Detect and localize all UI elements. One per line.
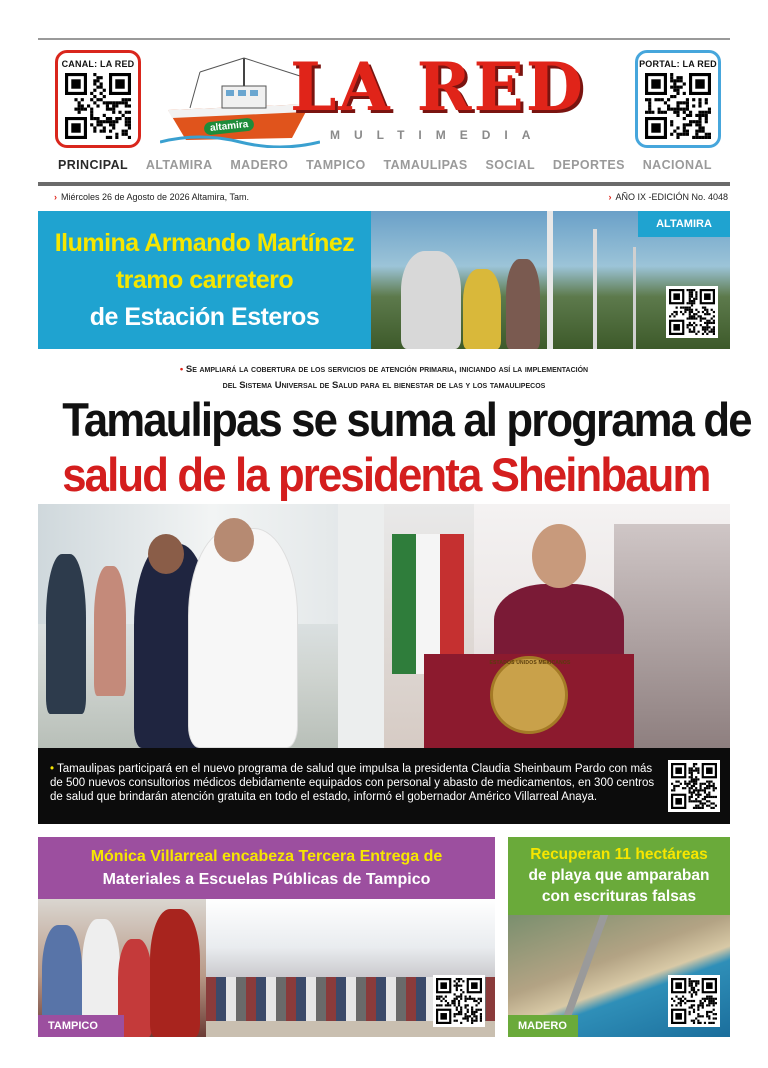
nav-item-social[interactable]: SOCIAL — [485, 158, 536, 172]
madero-story[interactable] — [508, 837, 730, 1037]
edition-line — [608, 192, 728, 202]
masthead-title: LA RED — [290, 48, 585, 126]
section-nav — [38, 158, 730, 176]
qr-code-icon[interactable] — [433, 975, 485, 1027]
kicker-line1: Se ampliará la cobertura de los servicios de atención primaria, iniciando así la implementación — [185, 364, 589, 375]
chevron-right-icon: › — [54, 192, 57, 202]
top-rule — [38, 38, 730, 40]
kicker-line2: del Sistema Universal de Salud para el bienestar de las y los tamaulipecos — [222, 380, 546, 391]
tampico-story[interactable] — [38, 837, 495, 1037]
madero-headline-line2: de playa que amparaban — [528, 867, 710, 884]
altamira-story[interactable] — [38, 211, 730, 349]
altamira-tag: altamira — [203, 117, 254, 135]
nav-item-deportes[interactable]: DEPORTES — [552, 158, 625, 172]
nav-item-nacional[interactable]: NACIONAL — [642, 158, 712, 172]
nav-item-principal[interactable]: PRINCIPAL — [58, 158, 129, 172]
bullet-icon: • — [50, 763, 58, 775]
main-headline-line2[interactable]: salud de la presidenta Sheinbaum — [62, 448, 710, 501]
madero-headline-line3: con escrituras falsas — [541, 888, 697, 905]
altamira-headline — [38, 225, 371, 336]
masthead-logo[interactable] — [160, 46, 610, 150]
madero-headline — [508, 837, 730, 915]
bullet-icon: • — [179, 364, 186, 375]
nav-item-tampico[interactable]: TAMPICO — [306, 158, 366, 172]
main-caption — [38, 748, 730, 824]
qr-code-icon[interactable] — [666, 286, 718, 338]
dateline — [54, 192, 249, 202]
seal-text: ESTADOS UNIDOS MEXICANOS — [489, 660, 571, 666]
main-headline-line1[interactable]: Tamaulipas se suma al programa de — [62, 393, 751, 446]
main-photo-podium — [384, 504, 730, 748]
main-photo[interactable] — [38, 504, 730, 748]
nav-rule — [38, 182, 730, 186]
qr-code-icon[interactable] — [668, 760, 720, 812]
altamira-headline-line2: tramo carretero — [115, 266, 294, 294]
nav-item-altamira[interactable]: ALTAMIRA — [145, 158, 213, 172]
qr-canal-label: CANAL: LA RED — [61, 59, 135, 69]
qr-code-icon[interactable] — [668, 975, 720, 1027]
madero-section-tag: MADERO — [508, 1015, 578, 1037]
main-photo-hug — [38, 504, 384, 748]
qr-code-icon — [645, 73, 711, 139]
tampico-headline — [38, 837, 495, 899]
qr-canal[interactable] — [55, 50, 141, 148]
nav-item-tamaulipas[interactable]: TAMAULIPAS — [383, 158, 468, 172]
edition-text: AÑO IX -EDICIÓN No. 4048 — [615, 192, 728, 202]
main-caption-text: Tamaulipas participará en el nuevo programa de salud que impulsa la presidenta Claudia Sheinbaum Pardo con más de 500 nuevos consultorios médicos debidamente equipados con personal y abasto de medicamentos, en 300 centros de salud que brindarán atención gratuita en todo el estado, informó el gobernador Américo Villarreal Anaya. — [50, 763, 655, 803]
qr-portal-label: PORTAL: LA RED — [639, 59, 717, 69]
chevron-right-icon: › — [608, 192, 612, 202]
tampico-headline-line2: Materiales a Escuelas Públicas de Tampico — [102, 871, 431, 888]
madero-headline-line1: Recuperan 11 hectáreas — [530, 846, 708, 863]
tampico-section-tag: TAMPICO — [38, 1015, 124, 1037]
qr-portal[interactable] — [635, 50, 721, 148]
masthead-subtitle: MULTIMEDIA — [330, 128, 545, 142]
tampico-headline-line1: Mónica Villarreal encabeza Tercera Entrega de — [90, 848, 443, 865]
main-kicker — [100, 362, 668, 394]
altamira-headline-line3: de Estación Esteros — [89, 303, 320, 331]
altamira-headline-line1: Ilumina Armando Martínez — [54, 229, 355, 257]
altamira-section-tag: ALTAMIRA — [638, 211, 730, 237]
qr-code-icon — [65, 73, 131, 139]
nav-item-madero[interactable]: MADERO — [230, 158, 289, 172]
date-text: Miércoles 26 de Agosto de 2026 Altamira, Tam. — [61, 192, 249, 202]
